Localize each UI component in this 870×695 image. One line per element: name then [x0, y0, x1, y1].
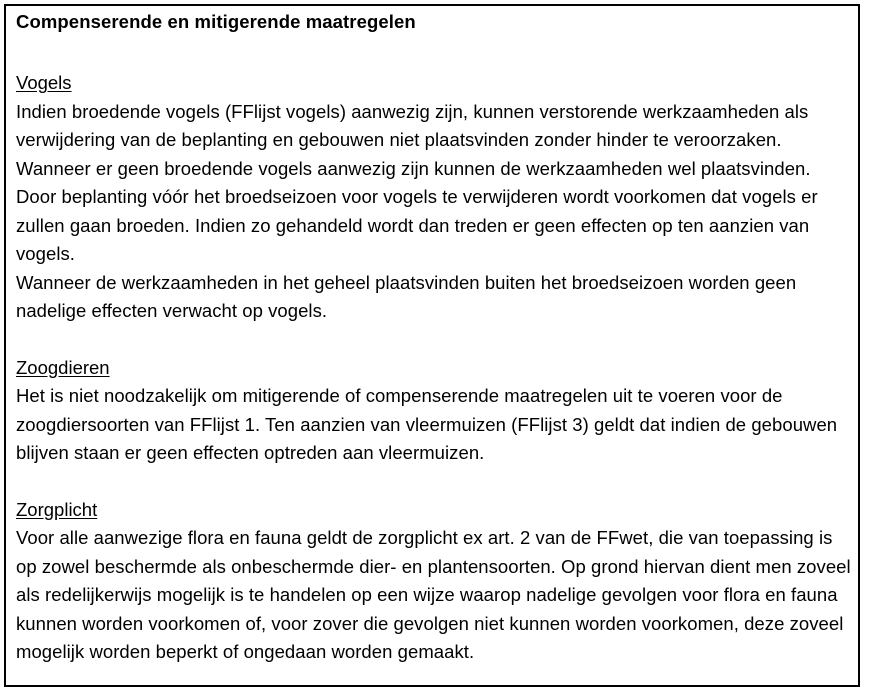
paragraph-zorgplicht-1: Voor alle aanwezige flora en fauna geldt de zorgplicht ex art. 2 van de FFwet, die van toepassing is op zowel beschermde als onbeschermde dier- en plantensoorten. Op grond hiervan dient men zoveel als redelijkerwijs mogelijk is te handelen op een wijze waarop nadelige gevolgen voor flora en fauna kunnen worden voorkomen of, voor zover die gevolgen niet kunnen worden voorkomen, deze zoveel mogelijk worden beperkt of ongedaan worden gemaakt. [16, 527, 851, 662]
section-zorgplicht [16, 496, 858, 667]
paragraph-zoogdieren-1: Het is niet noodzakelijk om mitigerende of compenserende maatregelen uit te voeren voor de zoogdiersoorten van FFlijst 1. Ten aanzien van vleermuizen (FFlijst 3) geldt dat indien de gebouwen blijven staan er geen effecten optreden aan vleermuizen. [16, 385, 838, 463]
box-title: Compenserende en mitigerende maatregelen [16, 11, 416, 32]
section-heading-zorgplicht: Zorgplicht [16, 498, 98, 520]
section-vogels [16, 69, 858, 326]
section-heading-zoogdieren: Zoogdieren [16, 356, 110, 378]
paragraph-vogels-1: Indien broedende vogels (FFlijst vogels) aanwezig zijn, kunnen verstorende werkzaamheden als verwijdering van de beplanting en gebouwen niet plaatsvinden zonder hinder te veroorzaken. Wanneer er geen broedende vogels aanwezig zijn kunnen de werkzaamheden wel plaatsvinden. Door beplanting vóór het broedseizoen voor vogels te verwijderen wordt voorkomen dat vogels er zullen gaan broeden. Indien zo gehandeld wordt dan treden er geen effecten op ten aanzien van vogels. [16, 100, 818, 264]
section-zoogdieren [16, 354, 858, 468]
paragraph-vogels-2: Wanneer de werkzaamheden in het geheel plaatsvinden buiten het broedseizoen worden geen nadelige effecten verwacht op vogels. [16, 271, 797, 321]
section-heading-vogels: Vogels [16, 72, 72, 93]
text-box [4, 4, 860, 687]
